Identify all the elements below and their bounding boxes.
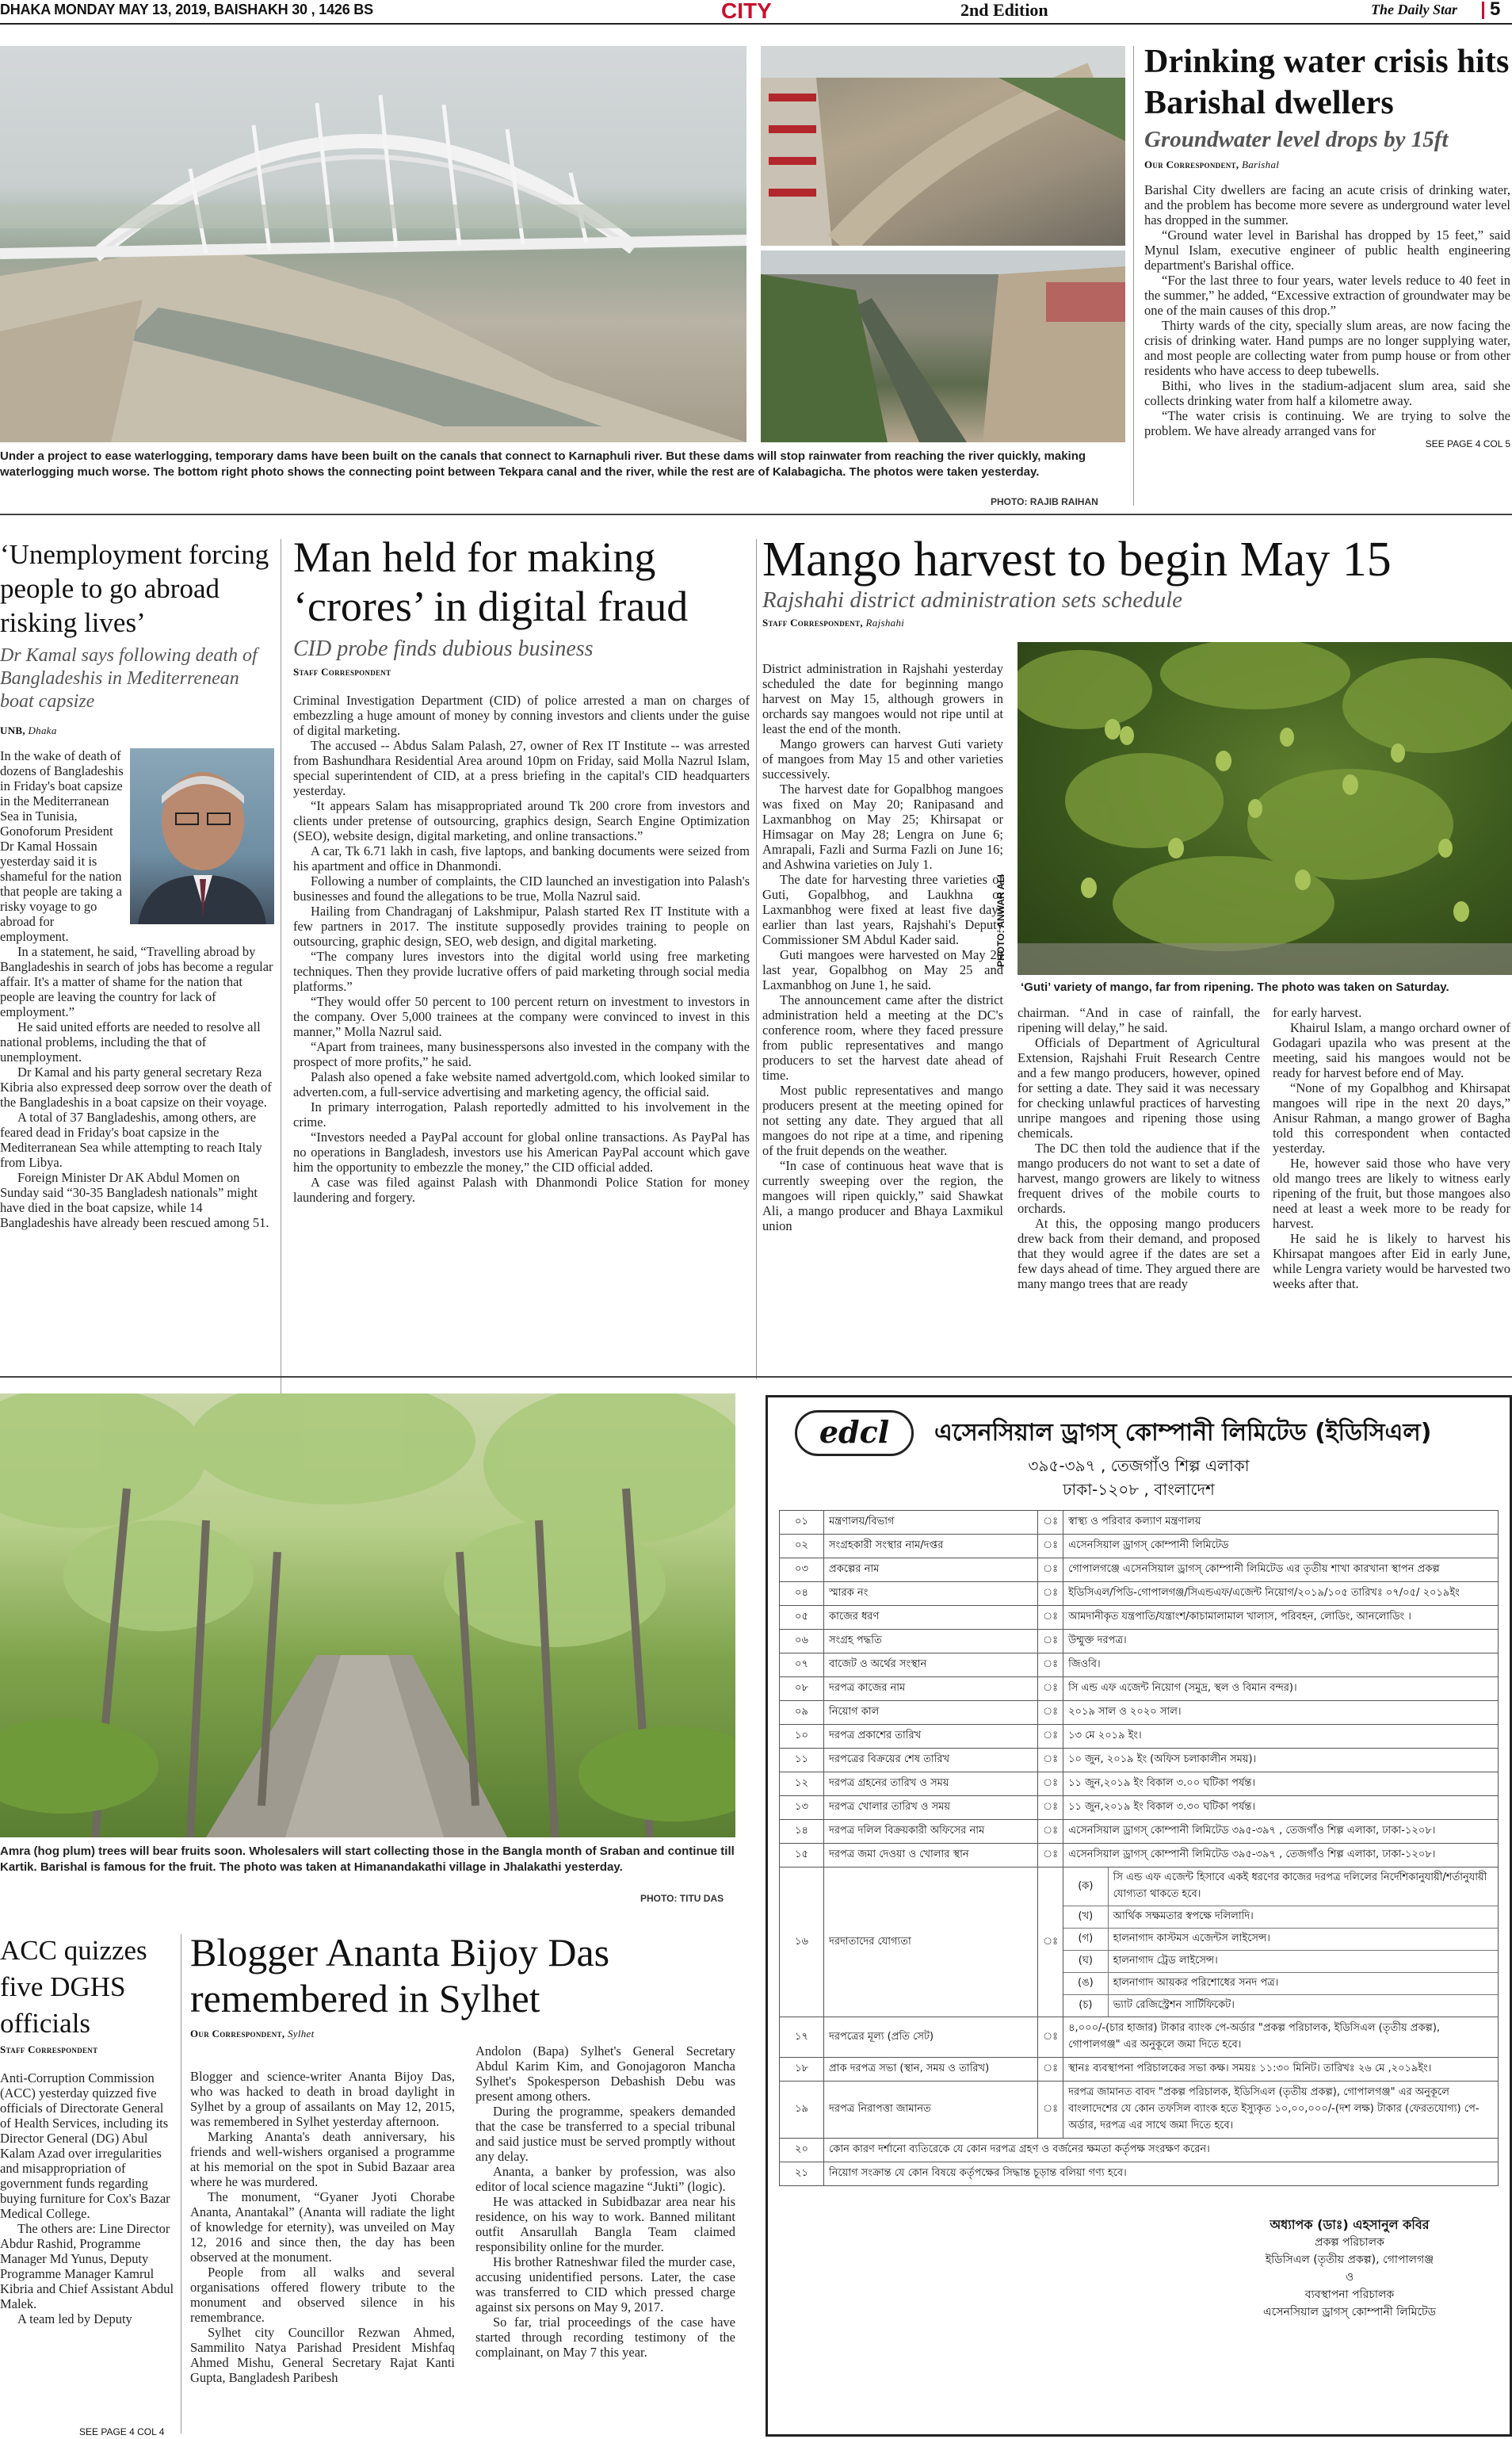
ad-company-name: এসেনসিয়াল ড্রাগস্ কোম্পানী লিমিটেড (ইডিসিএল): [934, 1419, 1432, 1447]
acc-byline: Staff Correspondent: [0, 2043, 98, 2055]
table-row: ০৩ প্রকল্পের নাম ঃ গোপালগঞ্জে এসেনসিয়াল ড্রাগস্ কোম্পানী লিমিটেড এর তৃতীয় শাখা কারখানা স্থাপন প্রকল্প: [780, 1558, 1499, 1582]
mango-photo-credit: PHOTO: ANWAR ALI: [995, 874, 1006, 967]
fraud-subhead: CID probe finds dubious business: [293, 637, 594, 661]
ad-address-2: ঢাকা-১২০৮ , বাংলাদেশ: [1063, 1480, 1215, 1499]
barishal-byline: Our Correspondent, Barishal: [1144, 159, 1280, 170]
table-row: ২১ নিয়োগ সংক্রান্ত যে কোন বিষয়ে কর্তৃপক্ষের সিদ্ধান্ত চূড়ান্ত বলিয়া গণ্য হবে।: [780, 2162, 1499, 2186]
mango-col-3: [1273, 1005, 1510, 1291]
barishal-headline: Drinking water crisis hits Barishal dwellers: [1144, 44, 1510, 121]
paragraph: “The water crisis is continuing. We are trying to solve the problem. We have already arranged vans for: [1144, 408, 1510, 438]
paragraph: Khairul Islam, a mango orchard owner of Godagari upazila who was present at the meeting, said his mangoes would not be ready for harvest before end of May.: [1273, 1020, 1510, 1080]
table-row: ০২ সংগ্রহকারী সংস্থার নাম/দপ্তর ঃ এসেনসিয়াল ড্রাগস্ কোম্পানী লিমিটেড: [780, 1535, 1499, 1558]
paragraph: His brother Ratneshwar filed the murder case, accusing unidentified persons. Later, the case was transferred to CID which pressed charge against six persons on May 9, 2017.: [475, 2254, 735, 2315]
acc-article: [0, 1932, 176, 2326]
table-row: ১৭ দরপত্রের মূল্য (প্রতি সেট) ঃ ৪,০০০/-(চার হাজার) টাকার ব্যাংক পে-অর্ডার "প্রকল্প পরিচালক, ইডিসিএল (তৃতীয় প্রকল্প), গোপালগঞ্জ" এর অনুকূলে জমা দিতে হবে।: [780, 2017, 1499, 2058]
acc-headline: ACC quizzes five DGHS officials: [0, 1935, 147, 2039]
paper-name: The Daily Star: [1371, 2, 1458, 17]
barishal-subhead: Groundwater level drops by 15ft: [1144, 127, 1449, 152]
mango-article: [762, 533, 1512, 629]
paragraph: chairman. “And in case of rainfall, the ripening will delay,” he said.: [1018, 1005, 1260, 1035]
paragraph: At this, the opposing mango producers drew back from their demand, and proposed that they would agree if the dates are set a few days ahead of time. They argued there are many mango trees that are ready: [1018, 1216, 1260, 1291]
paragraph: Mango growers can harvest Guti variety of mangoes from May 15 and other varieties successively.: [762, 736, 1003, 782]
table-row: ১৯ দরপত্র নিরাপত্তা জামানত ঃ দরপত্র জামানত বাবদ "প্রকল্প পরিচালক, ইডিসিএল (তৃতীয় প্রকল্প), গোপালগঞ্জ" এর অনুকূলে বাংলাদেশের যে কোন তফসিল ব্যাংক হতে ইস্যুকৃত ১০,০০,০০০/-(দশ লক্ষ) টাকার (ফেরতযোগ্য) পে-অর্ডার, দরপত্র এর সাথে জমা দিতে হবে।: [780, 2082, 1499, 2139]
table-row: ১০ দরপত্র প্রকাশের তারিখ ঃ ১৩ মে ২০১৯ ইং।: [780, 1725, 1499, 1749]
table-row: ১৩ দরপত্র খোলার তারিখ ও সময় ঃ ১১ জুন,২০১৯ ইং বিকাল ৩.৩০ ঘটিকা পর্যন্ত।: [780, 1796, 1499, 1820]
barishal-body: [1144, 182, 1510, 438]
unemployment-article: [0, 537, 274, 1230]
paragraph: The announcement came after the district administration held a meeting at the DC's conference room, where they faced pressure from public representatives and mango producers to set the harvest date ahead of time.: [762, 992, 1003, 1083]
paragraph: A car, Tk 6.71 lakh in cash, five laptops, and banking documents were seized from his apartment and office in Dhanmondi.: [293, 843, 750, 874]
masthead: [0, 0, 1512, 22]
paragraph: Marking Ananta's death anniversary, his friends and well-wishers organised a programme at his memorial on the spot in Subid Bazaar area where he was murdered.: [190, 2129, 455, 2189]
paragraph: “None of my Gopalbhog and Khirsapat mangoes will ripe in the next 20 days,” Anisur Rahman, a mango grower of Bagha told this correspondent when contacted yesterday.: [1273, 1080, 1510, 1156]
dateline: DHAKA MONDAY MAY 13, 2019, BAISHAKH 30 , 1426 BS: [0, 2, 373, 17]
canal-photo-bottom: [761, 250, 1125, 442]
table-row: ০১ মন্ত্রণালয়/বিভাগ ঃ স্বাস্থ্য ও পরিবার কল্যাণ মন্ত্রণালয়: [780, 1511, 1499, 1535]
fraud-article: [293, 533, 750, 1205]
paragraph: The date for harvesting three varieties of Guti, Gopalbhog, and Laukhna or Laxmanbhog were fixed at least five days earlier than last years, Rajshahi's Deputy Commissioner SM Abdul Kader said.: [762, 872, 1003, 947]
paragraph: He said united efforts are needed to resolve all national problems, including the that of unemployment.: [0, 1019, 261, 1065]
list-item: (খ) আর্থিক সক্ষমতার স্বপক্ষে দলিলাদি।: [1063, 1906, 1498, 1929]
table-row: ১১ দরপত্রের বিক্রয়ের শেষ তারিখ ঃ ১০ জুন, ২০১৯ ইং (অফিস চলাকালীন সময়)।: [780, 1749, 1499, 1772]
paragraph: Most public representatives and mango producers present at the meeting opined for not setting any date. They argued that all mangoes do not ripe at a time, and ripening of the fruit depends on the weather.: [762, 1083, 1003, 1158]
fraud-body: [293, 693, 750, 1205]
paragraph: Hailing from Chandraganj of Lakshmipur, Palash started Rex IT Institute with a few partners in 2017. The institute supposedly provides training to people on outsourcing, graphic design, SEO, web design, and digital marketing.: [293, 904, 750, 949]
mango-photo-caption: ‘Guti’ variety of mango, far from ripening. The photo was taken on Saturday.: [1021, 981, 1449, 994]
paragraph: Officials of Department of Agricultural Extension, Rajshahi Fruit Research Centre and a few mango producers, however, opined for setting a date. They said it was necessary for checking unlawful practices of harvesting unripe mangoes and ripening those using chemicals.: [1018, 1035, 1260, 1141]
eligibility-list: [1063, 1867, 1498, 2017]
table-row: ০৫ কাজের ধরণ ঃ আমদানীকৃত যন্ত্রপাতি/যন্ত্রাংশ/কাচামালামাল খালাস, পরিবহন, লোডিং, আনলোডিং ।: [780, 1606, 1499, 1630]
barishal-photo-caption: Under a project to ease waterlogging, temporary dams have been built on the canals that connect to Karnaphuli river. But these dams will stop rainwater from reaching the river quickly, making waterlogging much worse. The bottom right photo shows the connecting point between Tekpara canal and the river, while the rest are of Kalabagicha. The photos were taken yesterday.: [0, 449, 1086, 479]
barishal-photo-credit: PHOTO: RAJIB RAIHAN: [991, 496, 1098, 507]
hog-plum-caption: Amra (hog plum) trees will bear fruits soon. Wholesalers will start collecting those in the Bangla month of Sraban and continue till Kartik. Barishal is famous for the fruit. The photo was taken at Himanandakathi village in Jhalakathi yesterday.: [0, 1845, 735, 1874]
paragraph: He, however said those who have very old mango trees are likely to witness early ripening of the fruit, but those mangoes also need at least a week more to be ready for harvest.: [1273, 1156, 1510, 1231]
paragraph: “It appears Salam has misappropriated around Tk 200 crore from investors and clients under pretense of outsourcing, graphics design, Search Engine Optimization (SEO), website design, digital marketing, and online transactions.”: [293, 798, 750, 843]
table-row: ১২ দরপত্র গ্রহনের তারিখ ও সময় ঃ ১১ জুন,২০১৯ ইং বিকাল ৩.০০ ঘটিকা পর্যন্ত।: [780, 1772, 1499, 1796]
ad-address-1: ৩৯৫-৩৯৭ , তেজগাঁও শিল্প এলাকা: [1028, 1456, 1250, 1475]
list-item: (ঘ) হালনাগাদ ট্রেড লাইসেন্স।: [1063, 1951, 1498, 1973]
signatory-name: অধ্যাপক (ডাঃ) এহসানুল কবির: [1270, 2217, 1430, 2232]
acc-body: [0, 2070, 176, 2326]
paragraph: “Ground water level in Barishal has dropped by 15 feet,” said Mynul Islam, executive engineer of public health engineering department's Barishal office.: [1144, 227, 1510, 273]
fraud-headline: Man held for making ‘crores’ in digital fraud: [293, 533, 689, 630]
list-item: (ঙ) হালনাগাদ আয়কর পরিশোধের সনদ পত্র।: [1063, 1973, 1498, 1995]
paragraph: In a statement, he said, “Travelling abroad by Bangladeshis in search of jobs has become a regular affair. It's a matter of shame for the nation that people are leaving the country for lack of employment.”: [0, 944, 273, 1019]
paragraph: “For the last three to four years, water levels reduce to 40 feet in the summer,” he added, “Excessive extraction of groundwater may be one of the main causes of this drop.”: [1144, 273, 1510, 318]
table-row: ১৪ দরপত্র দলিল বিক্রয়কারী অফিসের নাম ঃ এসেনসিয়াল ড্রাগস্ কোম্পানী লিমিটেড ৩৯৫-৩৯৭ , তেজগাঁও শিল্প এলাকা, ঢাকা-১২০৮।: [780, 1820, 1499, 1844]
edcl-tender-ad: [766, 1395, 1512, 2437]
list-item: (ক) সি এন্ড এফ এজেন্ট হিসাবে একই ধরণের কাজের দরপত্র দলিলের নির্দেশিকানুযায়ী/শর্তানুযায়ী যোগ্যতা থাকতে হবে।: [1063, 1867, 1498, 1906]
table-row: ০৪ স্মারক নং ঃ ইডিসিএল/পিডি-গোপালগঞ্জ/সিএন্ডএফ/এজেন্ট নিয়োগ/২০১৯/১০৫ তারিখঃ ০৭/০৫/ ২০১৯ইং: [780, 1582, 1499, 1606]
paragraph: The others are: Line Director Abdur Rashid, Programme Manager Md Yunus, Deputy Programme Manager Kamrul Kibria and Chief Assistant Abdul Malek.: [0, 2221, 174, 2311]
tender-table: [779, 1510, 1499, 2186]
table-row: ১৬ দরদাতাদের যোগ্যতা ঃ (ক) সি এন্ড এফ এজেন্ট হিসাবে একই ধরণের কাজের দরপত্র দলিলের নির্দেশিকানুযায়ী/শর্তানুযায়ী যোগ্যতা থাকতে হবে। (খ) আর্থিক সক্ষমতার স্বপক্ষে দলিলাদি। (গ) হালনাগাদ কাস্টমস এজেন্টস লাইসেন্স। (ঘ) হালনাগাদ ট্রেড লাইসেন্স। (ঙ) হালনাগাদ আয়কর পরিশোধের সনদ পত্র। (চ) ভ্যাট রেজিস্ট্রেশন সার্টিফিকেট।: [780, 1867, 1499, 2017]
paragraph: Blogger and science-writer Ananta Bijoy Das, who was hacked to death in broad daylight in Sylhet by a group of assailants on May 12, 2015, was remembered in Sylhet yesterday afternoon.: [190, 2069, 455, 2129]
mango-headline: Mango harvest to begin May 15: [762, 533, 1392, 587]
ad-signatory: [1223, 2216, 1476, 2321]
blogger-col-2: [475, 2043, 735, 2360]
mango-col-2: [1018, 1005, 1260, 1291]
signatory-line: এসেনসিয়াল ড্রাগস্ কোম্পানী লিমিটেড: [1263, 2306, 1436, 2319]
paragraph: A total of 37 Bangladeshis, among others, are feared dead in Friday's boat capsize in the Mediterranean Sea while attempting to reach Italy from Libya.: [0, 1110, 262, 1170]
barishal-article: [1144, 41, 1510, 449]
paragraph: Andolon (Bapa) Sylhet's General Secretary Abdul Karim Kim, and Gonojagoron Mancha Sylhet's Spokesperson Debashish Debu was present among others.: [475, 2043, 735, 2104]
mango-tree-photo: [1018, 642, 1512, 975]
page-number: 5: [1490, 0, 1501, 20]
paragraph: Thirty wards of the city, specially slum areas, are now facing the crisis of drinking water. Hand pumps are no longer supplying water, and most people are collecting water from pump house or from other residents who have access to deep tubewells.: [1144, 318, 1510, 378]
paragraph: People from all walks and several organisations offered flowery tribute to the monument and observed silence in his remembrance.: [190, 2265, 455, 2325]
list-item: (চ) ভ্যাট রেজিস্ট্রেশন সার্টিফিকেট।: [1063, 1995, 1498, 2017]
paragraph: Sylhet city Councillor Rezwan Ahmed, Sammilito Natya Parishad President Mishfaq Ahmed Mishu, General Secretary Rajat Kanti Gupta, Bangladesh Paribesh: [190, 2325, 455, 2385]
mango-col-1: [762, 661, 1003, 1233]
unemployment-body: [0, 748, 274, 1230]
paragraph: “Apart from trainees, many businesspersons also invested in the company with the prospect of more profits,” he said.: [293, 1039, 750, 1069]
barishal-jump[interactable]: SEE PAGE 4 COL 5: [1425, 438, 1510, 449]
section-name: CITY: [721, 0, 772, 23]
paragraph: Guti mangoes were harvested on May 20 last year, Gopalbhog on May 25 and Laxmanbhog on June 1, he said.: [762, 947, 1003, 992]
canal-photo-top: [761, 46, 1125, 246]
blogger-byline: Our Correspondent, Sylhet: [190, 2028, 315, 2040]
paragraph: “In case of continuous heat wave that is currently sweeping over the region, the mangoes will ripen quickly,” said Shawkat Ali, a mango producer and Bhaya Laxmikul union: [762, 1158, 1003, 1233]
paragraph: So far, trial proceedings of the case have started through recording testimony of the complainant, on May 7 this year.: [475, 2315, 735, 2360]
list-item: (গ) হালনাগাদ কাস্টমস এজেন্টস লাইসেন্স।: [1063, 1929, 1498, 1951]
paragraph: for early harvest.: [1273, 1005, 1362, 1020]
paragraph: Anti-Corruption Commission (ACC) yesterday quizzed five officials of Directorate General of Health Services, including its Director General (DG) Abul Kalam Azad over irregularities and misappropriation of government funds regarding buying furniture for Cox's Bazar Medical College.: [0, 2070, 170, 2221]
signatory-line: ও: [1345, 2271, 1354, 2284]
paragraph: Foreign Minister Dr AK Abdul Momen on Sunday said “30-35 Bangladesh nationals” might have died in the boat capsize, while 14 Bangladeshis have already been rescued among 51.: [0, 1170, 269, 1230]
paragraph: The accused -- Abdus Salam Palash, 27, owner of Rex IT Institute -- was arrested from Bashundhara Residential Area around 10pm on Friday, said Molla Nazrul Islam, special superintendent of CID, at a press briefing in the capital's CID headquarters yesterday.: [293, 738, 750, 798]
unemployment-byline: UNB, Dhaka: [0, 724, 57, 736]
table-row: ০৬ সংগ্রহ পদ্ধতি ঃ উম্মুক্ত দরপত্র।: [780, 1630, 1499, 1653]
table-row: ২০ কোন কারণ দর্শানো ব্যতিরেকে যে কোন দরপত্র গ্রহণ ও বর্জনের ক্ষমতা কর্তৃপক্ষ সংরক্ষণ করেন।: [780, 2139, 1499, 2162]
table-row: ০৮ দরপত্র কাজের নাম ঃ সি এন্ড এফ এজেন্ট নিয়োগ (সমুদ্র, স্থল ও বিমান বন্দর)।: [780, 1677, 1499, 1701]
paragraph: Following a number of complaints, the CID launched an investigation into Palash's businesses and found the allegations to be true, Molla Nazrul said.: [293, 874, 750, 904]
paragraph: In primary interrogation, Palash reportedly admitted to his involvement in the crime.: [293, 1099, 750, 1130]
paragraph: Criminal Investigation Department (CID) of police arrested a man on charges of embezzling a huge amount of money by conning investors and clients under the guise of digital marketing.: [293, 693, 750, 738]
paragraph: The harvest date for Gopalbhog mangoes was fixed on May 20; Ranipasand and Laxmanbhog on May 25; Khirsapat or Himsagar on May 28; Lengra on June 6; Amrapali, Fazli and Surma Fazli on June 16; and Ashwina varieties on July 1.: [762, 782, 1003, 872]
paragraph: “Investors needed a PayPal account for global online transactions. As PayPal has no operations in Bangladesh, investors use his American PayPal account which gave him the opportunity to embezzle the money,” the CID official added.: [293, 1130, 750, 1175]
paragraph: “They would offer 50 percent to 100 percent return on investment to investors in the company. Over 5,000 trainees at the company were convinced to invest in this manner,” Molla Nazrul said.: [293, 994, 750, 1039]
signatory-line: ব্যবস্থাপনা পরিচালক: [1304, 2288, 1395, 2301]
kamal-hossain-photo: [130, 748, 274, 924]
mango-subhead: Rajshahi district administration sets schedule: [762, 587, 1183, 613]
ad-header: [779, 1405, 1499, 1505]
table-row: ০৭ বাজেট ও অর্থের সংস্থান ঃ জিওবি।: [780, 1653, 1499, 1677]
paragraph: A team led by Deputy: [17, 2311, 132, 2326]
paragraph: District administration in Rajshahi yesterday scheduled the date for beginning mango harvest on May 15, although growers in orchards say mangoes would not ripe until at least the end of the month.: [762, 661, 1003, 736]
bridge-photo: [0, 46, 746, 442]
edcl-logo: edcl: [795, 1410, 914, 1456]
blogger-col-1: [190, 2069, 455, 2385]
blogger-headline: Blogger Ananta Bijoy Das remembered in Sylhet: [190, 1930, 610, 2020]
paragraph: Palash also opened a fake website named advertgold.com, which looked similar to adverten.com, a full-service advertising and marketing agency, the official said.: [293, 1069, 750, 1099]
paragraph: The DC then told the audience that if the mango producers do not want to set a date of harvest, mango growers are likely to witness frequent drives of the mobile courts to orchards.: [1018, 1141, 1260, 1216]
paragraph: In the wake of death of dozens of Bangladeshis in Friday's boat capsize in the Mediterranean Sea in Tunisia, Gonoforum President Dr Kamal Hossain yesterday said it is shameful for the nation that people are taking a risky voyage to go abroad for employment.: [0, 748, 124, 944]
hog-plum-credit: PHOTO: TITU DAS: [640, 1893, 724, 1904]
signatory-line: ইডিসিএল (তৃতীয় প্রকল্প), গোপালগঞ্জ: [1265, 2254, 1434, 2266]
unemployment-subhead: Dr Kamal says following death of Bangladeshis in Mediterrenean boat capsize: [0, 645, 258, 712]
table-row: ০৯ নিয়োগ কাল ঃ ২০১৯ সাল ও ২০২০ সাল।: [780, 1701, 1499, 1725]
blogger-article: [190, 1929, 735, 2040]
paragraph: Ananta, a banker by profession, was also editor of local science magazine “Jukti” (logic).: [475, 2164, 735, 2194]
paragraph: Bithi, who lives in the stadium-adjacent slum area, said she collects drinking water from half a kilometre away.: [1144, 378, 1510, 408]
paragraph: He said he is likely to harvest his Khirsapat mangoes after Eid in early June, while Lengra variety would be harvested two weeks after that.: [1273, 1231, 1510, 1291]
paragraph: During the programme, speakers demanded that the case be transferred to a special tribunal and said justice must be served promptly without any delay.: [475, 2104, 735, 2164]
paragraph: He was attacked in Subidbazar area near his residence, on his way to work. Banned militant outfit Ansarullah Bangla Team claimed responsibility online for the murder.: [475, 2194, 735, 2254]
fraud-byline: Staff Correspondent: [293, 666, 391, 678]
acc-jump[interactable]: SEE PAGE 4 COL 4: [79, 2426, 165, 2437]
paragraph: A case was filed against Palash with Dhanmondi Police Station for money laundering and forgery.: [293, 1175, 750, 1205]
mango-byline: Staff Correspondent, Rajshahi: [762, 617, 905, 629]
table-row: ১৫ দরপত্র জমা দেওয়া ও খোলার স্থান ঃ এসেনসিয়াল ড্রাগস্ কোম্পানী লিমিটেড ৩৯৫-৩৯৭ , তেজগাঁও শিল্প এলাকা, ঢাকা-১২০৮।: [780, 1844, 1499, 1867]
paragraph: “The company lures investors into the digital world using free marketing techniques. Then they provide lucrative offers of paid marketing through social media platforms.”: [293, 949, 750, 994]
unemployment-headline: ‘Unemployment forcing people to go abroad risking lives’: [0, 539, 269, 638]
table-row: ১৮ প্রাক দরপত্র সভা (স্থান, সময় ও তারিখ) ঃ স্থানঃ ব্যবস্থাপনা পরিচালকের সভা কক্ষ। সময়ঃ ১১:৩০ মিনিট। তারিখঃ ২৬ মে ,২০১৯ইং।: [780, 2058, 1499, 2082]
edition-label: 2nd Edition: [960, 0, 1048, 20]
paragraph: Dr Kamal and his party general secretary Reza Kibria also expressed deep sorrow over the death of the Bangladeshis in a boat capsize on their voyage.: [0, 1065, 272, 1110]
paragraph: Barishal City dwellers are facing an acute crisis of drinking water, and the problem has become more severe as underground water level has dropped in the summer.: [1144, 182, 1510, 227]
hog-plum-photo: [0, 1393, 735, 1837]
signatory-line: প্রকল্প পরিচালক: [1315, 2236, 1384, 2249]
paragraph: The monument, “Gyaner Jyoti Chorabe Ananta, Anantakal” (Ananta will radiate the light of knowledge for eternity), was unveiled on May 12, 2016 and since then, the day has been observed at the monument.: [190, 2189, 455, 2265]
